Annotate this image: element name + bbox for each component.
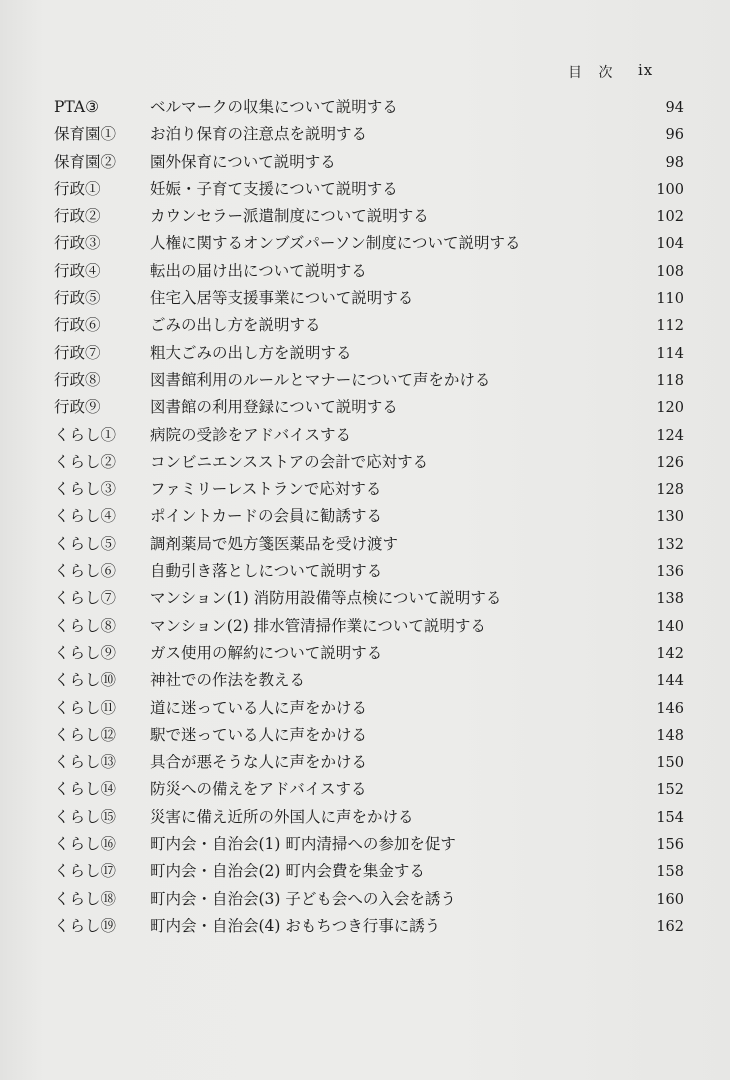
toc-entry-title: 人権に関するオンブズパーソン制度について説明する xyxy=(150,234,521,253)
toc-entry-page-number: 124 xyxy=(656,427,684,444)
toc-entry-title: ガス使用の解約について説明する xyxy=(150,643,383,662)
toc-entry-title: 住宅入居等支援事業について説明する xyxy=(150,289,414,308)
toc-entry-title: 町内会・自治会(1) 町内清掃への参加を促す xyxy=(150,835,456,854)
toc-entry-title: ベルマークの収集について説明する xyxy=(150,98,398,116)
toc-entry xyxy=(54,503,684,530)
toc-entry-title: 町内会・自治会(4) おもちつき行事に誘う xyxy=(150,916,441,935)
toc-entry-title: 駅で迷っている人に声をかける xyxy=(150,725,368,744)
toc-entry-title: ポイントカードの会員に勧誘する xyxy=(150,507,383,526)
toc-entry-title: 災害に備え近所の外国人に声をかける xyxy=(150,807,414,826)
toc-entry-page-number: 148 xyxy=(656,727,684,744)
toc-entry-category: くらし⑫ xyxy=(54,725,117,744)
toc-entry xyxy=(54,203,684,230)
toc-entry xyxy=(54,886,684,913)
toc-entry-page-number: 118 xyxy=(656,372,684,389)
toc-entry-page-number: 128 xyxy=(656,482,684,499)
toc-entry-page-number: 150 xyxy=(656,755,684,772)
toc-entry xyxy=(54,831,684,858)
toc-entry-category: くらし⑧ xyxy=(54,616,117,635)
toc-entry-page-number: 120 xyxy=(656,400,684,417)
toc-entry-category: 行政⑨ xyxy=(54,398,101,417)
toc-entry-page-number: 152 xyxy=(656,782,684,799)
toc-entry xyxy=(54,230,684,257)
toc-entry-title: 転出の届け出について説明する xyxy=(150,261,367,280)
toc-entry xyxy=(54,858,684,885)
toc-entry xyxy=(54,613,684,640)
toc-entry-page-number: 130 xyxy=(656,509,684,526)
toc-entry-category: くらし⑯ xyxy=(54,835,117,854)
toc-entry xyxy=(54,121,684,148)
toc-entry-category: くらし④ xyxy=(54,507,117,526)
toc-entry xyxy=(54,176,684,203)
toc-entry xyxy=(54,667,684,694)
toc-entry xyxy=(54,913,684,940)
toc-entry-category: くらし② xyxy=(54,452,117,471)
toc-entry-category: 行政② xyxy=(54,207,101,226)
running-head-page-number: ix xyxy=(638,61,654,79)
toc-entry-category: くらし⑱ xyxy=(54,889,117,908)
toc-entry-page-number: 160 xyxy=(656,891,684,908)
toc-entry-category: くらし⑲ xyxy=(54,916,117,935)
toc-entry-page-number: 96 xyxy=(665,127,684,144)
toc-entry xyxy=(54,776,684,803)
toc-entry-page-number: 142 xyxy=(656,645,684,662)
toc-entry-page-number: 100 xyxy=(656,181,684,198)
toc-entry-category: くらし⑩ xyxy=(54,671,117,690)
toc-entry-title: ごみの出し方を説明する xyxy=(150,316,321,335)
toc-entry-title: 園外保育について説明する xyxy=(150,152,336,171)
toc-entry-category: PTA③ xyxy=(54,98,100,116)
toc-entry xyxy=(54,258,684,285)
toc-entry-title: 病院の受診をアドバイスする xyxy=(150,425,352,444)
toc-entry xyxy=(54,558,684,585)
toc-entry-page-number: 126 xyxy=(656,454,684,471)
toc-entry-title: 調剤薬局で処方箋医薬品を受け渡す xyxy=(150,534,399,553)
toc-entry-title: ファミリーレストランで応対する xyxy=(150,480,382,499)
toc-entry xyxy=(54,695,684,722)
toc-entry-title: 町内会・自治会(2) 町内会費を集金する xyxy=(150,862,425,881)
toc-entry-category: くらし⑤ xyxy=(54,534,117,553)
toc-entry xyxy=(54,585,684,612)
toc-entry-title: 粗大ごみの出し方を説明する xyxy=(150,343,352,362)
toc-entry-category: 行政④ xyxy=(54,261,101,280)
toc-entry xyxy=(54,312,684,339)
toc-entry xyxy=(54,94,684,121)
toc-entry-page-number: 162 xyxy=(656,918,684,935)
toc-entry-title: 具合が悪そうな人に声をかける xyxy=(150,753,368,772)
toc-entry-page-number: 94 xyxy=(665,100,684,116)
toc-entry xyxy=(54,285,684,312)
toc-entry xyxy=(54,149,684,176)
toc-entry-category: くらし⑥ xyxy=(54,562,117,581)
toc-entry-page-number: 136 xyxy=(656,564,684,581)
toc-entry xyxy=(54,422,684,449)
running-head-title: 目 次 xyxy=(568,65,619,81)
toc-entry-category: くらし⑮ xyxy=(54,807,117,826)
toc-entry-title: 図書館利用のルールとマナーについて声をかける xyxy=(150,370,491,389)
toc-entry-category: 行政① xyxy=(54,179,101,198)
toc-entry-page-number: 114 xyxy=(656,345,684,362)
toc-entry-category: くらし⑭ xyxy=(54,780,117,799)
toc-entry-title: 妊娠・子育て支援について説明する xyxy=(150,179,398,198)
toc-entry-page-number: 110 xyxy=(656,291,684,308)
toc-entry-page-number: 98 xyxy=(665,154,684,171)
toc-entry-category: くらし⑨ xyxy=(54,643,117,662)
toc-entry-title: 防災への備えをアドバイスする xyxy=(150,780,367,799)
toc-entry-page-number: 154 xyxy=(656,809,684,826)
toc-entry-category: 行政⑥ xyxy=(54,316,101,335)
toc-entry xyxy=(54,722,684,749)
toc-entry xyxy=(54,640,684,667)
toc-entry-page-number: 112 xyxy=(656,318,684,335)
toc-entry-category: くらし⑬ xyxy=(54,753,117,772)
toc-entry-page-number: 144 xyxy=(656,673,684,690)
toc-entry-page-number: 146 xyxy=(656,700,684,717)
toc-entry-category: くらし③ xyxy=(54,480,117,499)
toc-entry-category: くらし⑪ xyxy=(54,698,117,717)
toc-entry xyxy=(54,394,684,421)
toc-entry xyxy=(54,367,684,394)
toc-entry-title: カウンセラー派遣制度について説明する xyxy=(150,207,429,226)
toc-entry-page-number: 158 xyxy=(656,864,684,881)
toc-entry-page-number: 140 xyxy=(656,618,684,635)
table-of-contents xyxy=(54,94,684,940)
toc-entry-page-number: 108 xyxy=(656,263,684,280)
toc-entry xyxy=(54,804,684,831)
toc-entry-title: 道に迷っている人に声をかける xyxy=(150,698,368,717)
toc-entry-title: マンション(2) 排水管清掃作業について説明する xyxy=(150,616,486,635)
toc-entry-page-number: 104 xyxy=(656,236,684,253)
toc-entry-category: 行政⑦ xyxy=(54,343,101,362)
toc-entry-page-number: 102 xyxy=(656,209,684,226)
toc-entry-page-number: 132 xyxy=(656,536,684,553)
toc-entry-category: 保育園① xyxy=(54,125,117,144)
toc-entry-title: 神社での作法を教える xyxy=(150,671,306,690)
toc-entry-title: 自動引き落としについて説明する xyxy=(150,562,383,581)
toc-entry-page-number: 156 xyxy=(656,837,684,854)
toc-entry-title: 町内会・自治会(3) 子ども会への入会を誘う xyxy=(150,889,456,908)
toc-entry-category: くらし⑰ xyxy=(54,862,117,881)
toc-entry-title: マンション(1) 消防用設備等点検について説明する xyxy=(150,589,502,608)
toc-entry-category: くらし⑦ xyxy=(54,589,117,608)
toc-entry xyxy=(54,340,684,367)
toc-entry xyxy=(54,476,684,503)
toc-entry-category: 行政⑧ xyxy=(54,370,101,389)
toc-entry-page-number: 138 xyxy=(656,591,684,608)
toc-entry-category: 行政⑤ xyxy=(54,289,101,308)
toc-entry-title: お泊り保育の注意点を説明する xyxy=(150,125,368,144)
toc-entry xyxy=(54,531,684,558)
toc-entry-category: 保育園② xyxy=(54,152,117,171)
toc-entry-title: 図書館の利用登録について説明する xyxy=(150,398,398,417)
toc-entry xyxy=(54,749,684,776)
toc-entry-category: くらし① xyxy=(54,425,117,444)
toc-entry-title: コンビニエンスストアの会計で応対する xyxy=(150,452,429,471)
toc-entry-category: 行政③ xyxy=(54,234,101,253)
toc-entry xyxy=(54,449,684,476)
